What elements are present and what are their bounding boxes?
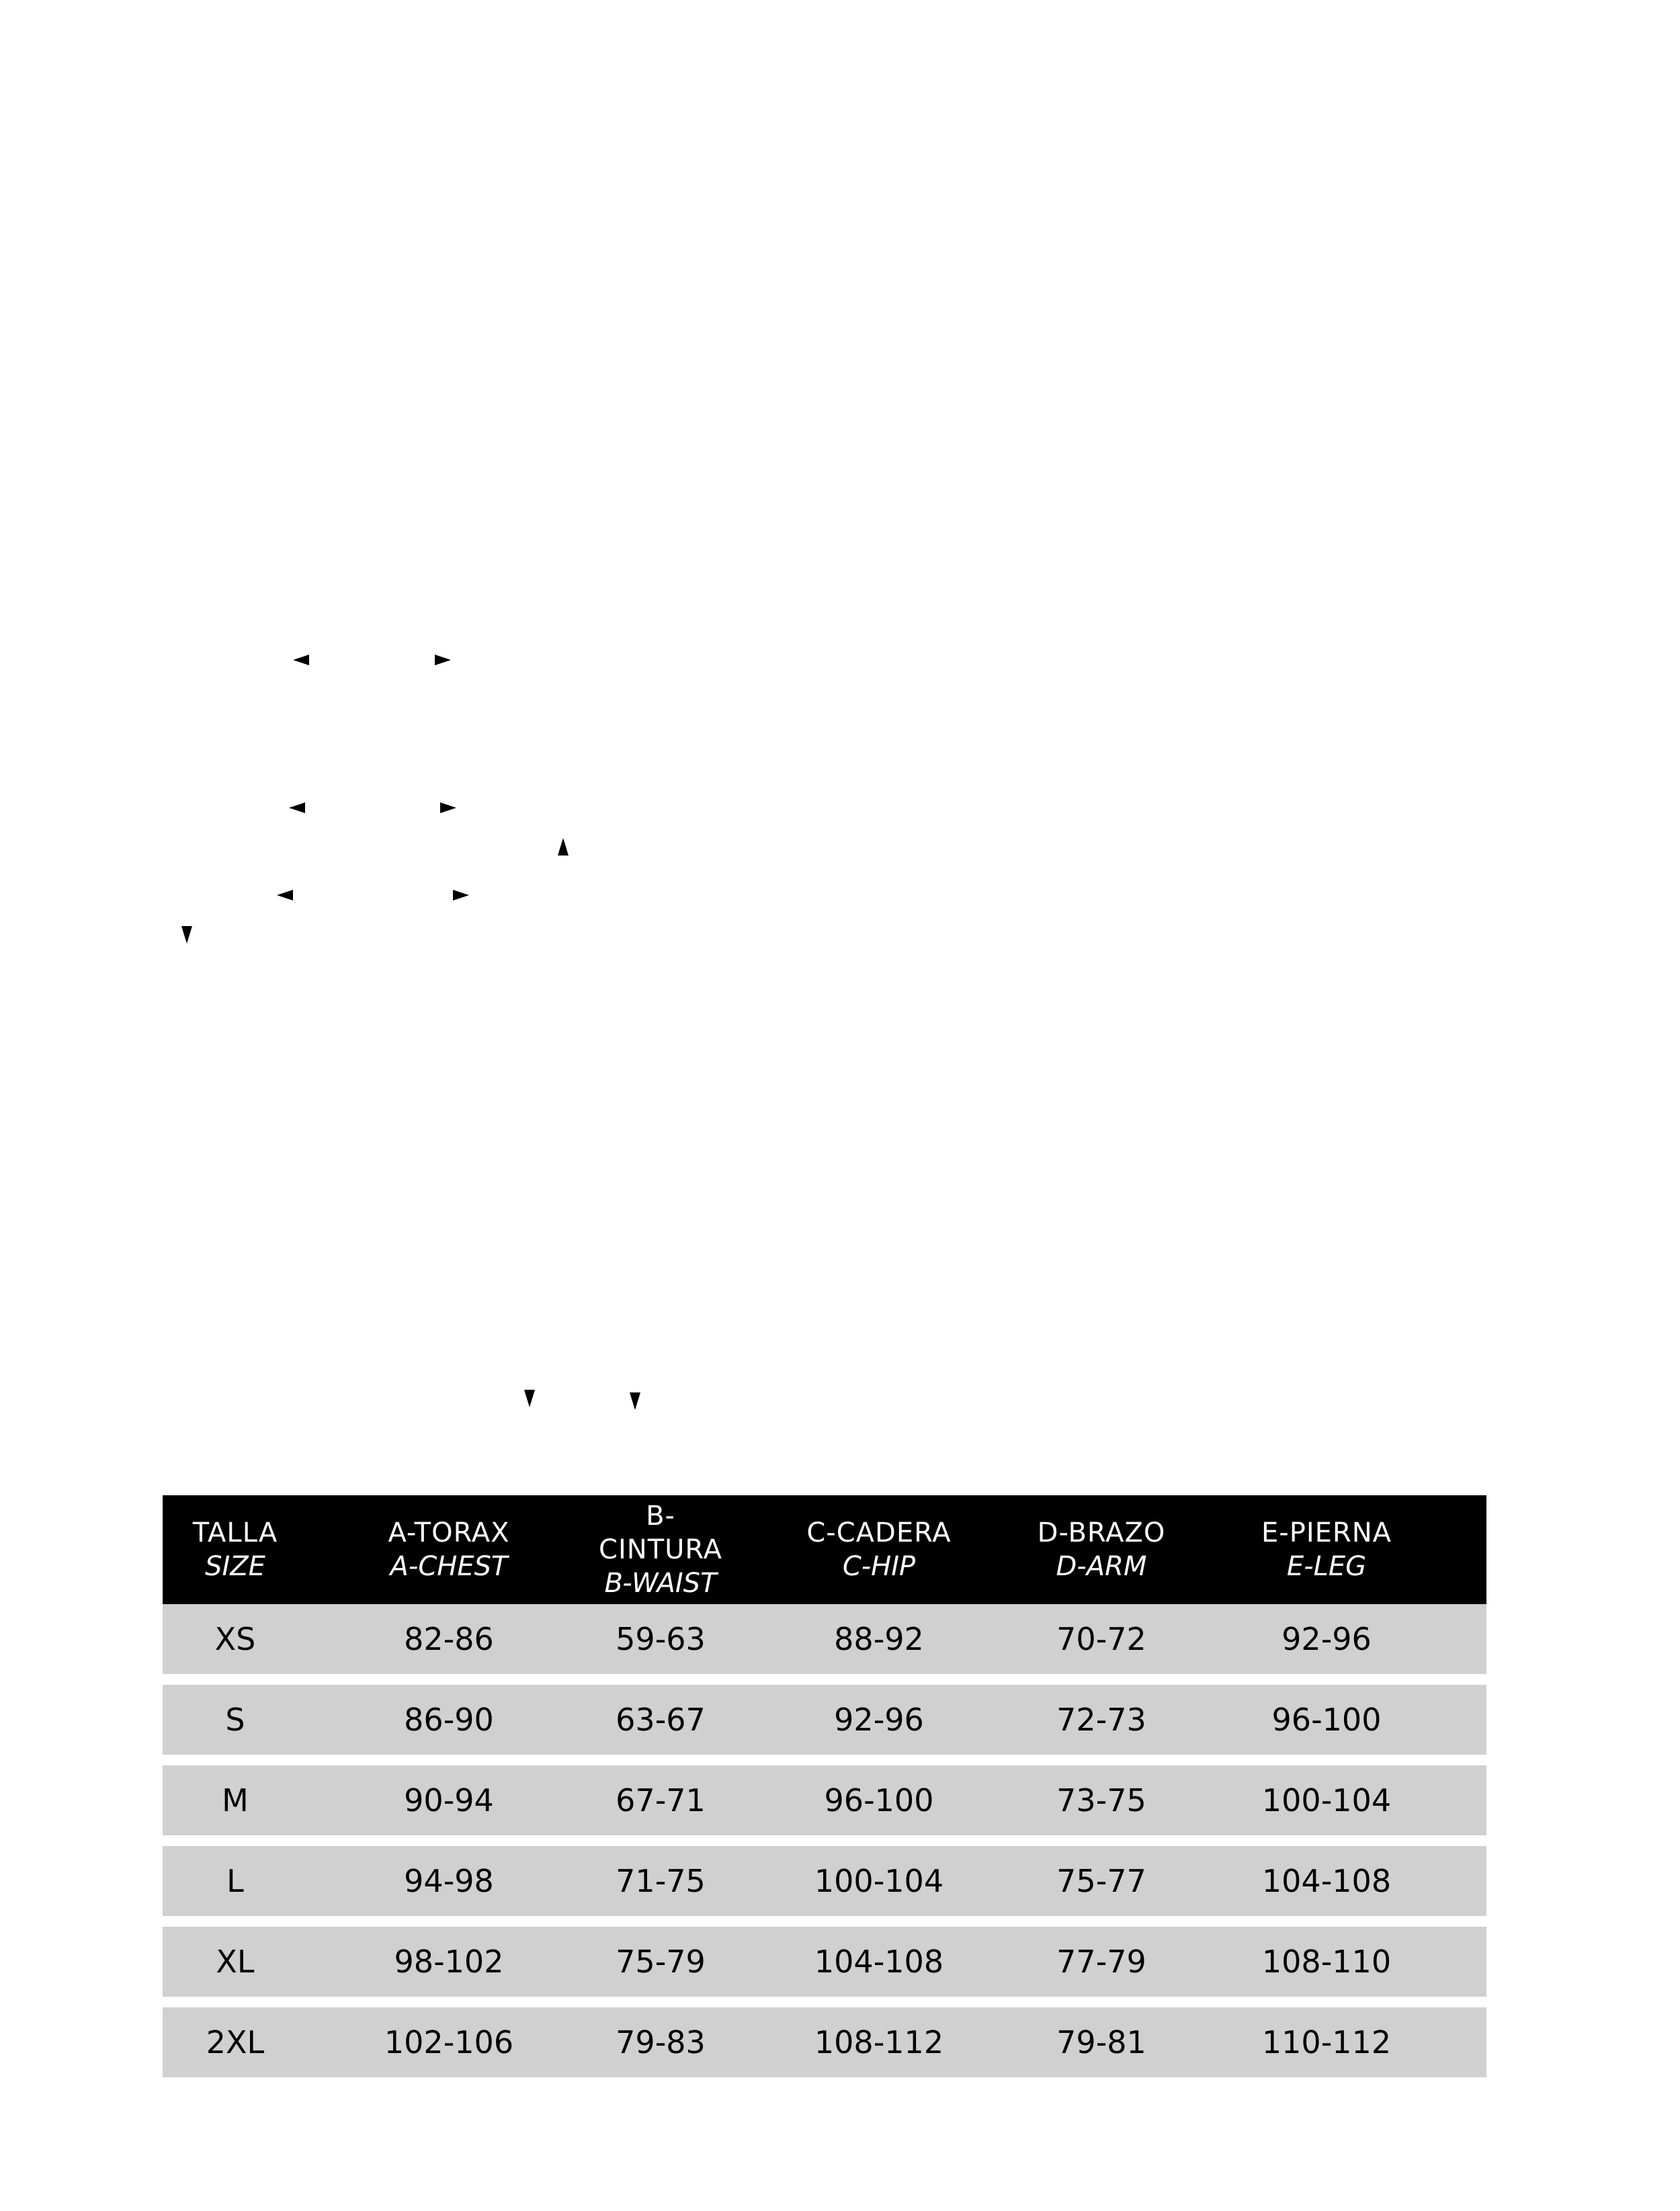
table-row xyxy=(163,1604,1486,1674)
cell-chest: 98-102 xyxy=(394,1944,504,1980)
header-size: TALLA SIZE xyxy=(192,1517,278,1582)
table-row xyxy=(163,2007,1486,2077)
table-header-row xyxy=(163,1495,1486,1604)
arrow-down-icon xyxy=(630,1392,640,1410)
cell-arm: 73-75 xyxy=(1056,1782,1146,1819)
table-row xyxy=(163,1685,1486,1755)
cell-leg: 100-104 xyxy=(1261,1782,1392,1819)
cell-arm: 79-81 xyxy=(1056,2024,1146,2060)
cell-hip: 96-100 xyxy=(824,1782,934,1819)
size-chart-table xyxy=(163,1495,1486,2077)
cell-chest: 86-90 xyxy=(404,1702,494,1738)
cell-chest: 94-98 xyxy=(404,1863,494,1899)
cell-size: M xyxy=(222,1782,249,1819)
arrow-up-icon xyxy=(558,838,569,856)
cell-leg: 110-112 xyxy=(1261,2024,1392,2060)
header-hip: C-CADERA C-HIP xyxy=(806,1517,952,1582)
cell-chest: 102-106 xyxy=(384,2024,514,2060)
arrow-down-icon xyxy=(181,926,192,944)
arrow-left-icon xyxy=(277,890,293,901)
arrow-right-icon xyxy=(440,802,456,813)
table-row xyxy=(163,1927,1486,1997)
header-chest: A-TORAX A-CHEST xyxy=(388,1517,510,1582)
cell-waist: 67-71 xyxy=(616,1782,706,1819)
cell-size: S xyxy=(225,1702,245,1738)
cell-chest: 82-86 xyxy=(404,1621,494,1657)
cell-leg: 108-110 xyxy=(1261,1944,1392,1980)
cell-chest: 90-94 xyxy=(404,1782,494,1819)
cell-leg: 104-108 xyxy=(1261,1863,1392,1899)
header-arm: D-BRAZO D-ARM xyxy=(1037,1517,1166,1582)
cell-size: XS xyxy=(214,1621,256,1657)
cell-waist: 59-63 xyxy=(616,1621,706,1657)
cell-waist: 71-75 xyxy=(616,1863,706,1899)
cell-arm: 75-77 xyxy=(1056,1863,1146,1899)
header-leg: E-PIERNA E-LEG xyxy=(1261,1517,1392,1582)
cell-size: 2XL xyxy=(206,2024,265,2060)
arrow-left-icon xyxy=(289,802,305,813)
arrow-left-icon xyxy=(293,655,309,665)
arrow-right-icon xyxy=(453,890,469,901)
cell-size: L xyxy=(226,1863,244,1899)
cell-arm: 77-79 xyxy=(1056,1944,1146,1980)
cell-hip: 88-92 xyxy=(834,1621,924,1657)
cell-hip: 92-96 xyxy=(834,1702,924,1738)
cell-leg: 92-96 xyxy=(1282,1621,1372,1657)
cell-arm: 72-73 xyxy=(1056,1702,1146,1738)
cell-hip: 104-108 xyxy=(814,1944,944,1980)
cell-size: XL xyxy=(216,1944,255,1980)
cell-leg: 96-100 xyxy=(1271,1702,1382,1738)
cell-waist: 79-83 xyxy=(616,2024,706,2060)
table-row xyxy=(163,1765,1486,1835)
cell-hip: 100-104 xyxy=(814,1863,944,1899)
table-row xyxy=(163,1846,1486,1916)
arrow-right-icon xyxy=(435,655,451,665)
header-waist: B-CINTURA B-WAIST xyxy=(599,1501,722,1599)
cell-arm: 70-72 xyxy=(1056,1621,1146,1657)
arrow-down-icon xyxy=(524,1390,535,1407)
cell-hip: 108-112 xyxy=(814,2024,944,2060)
cell-waist: 63-67 xyxy=(616,1702,706,1738)
cell-waist: 75-79 xyxy=(616,1944,706,1980)
